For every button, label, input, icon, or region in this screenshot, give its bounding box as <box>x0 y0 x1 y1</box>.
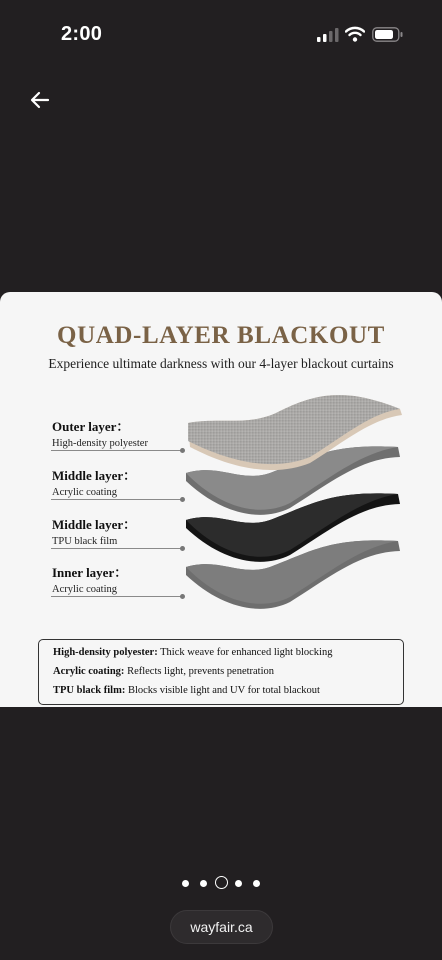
product-image[interactable] <box>0 292 442 707</box>
wifi-icon <box>345 26 365 42</box>
pager-dot-4[interactable] <box>235 880 242 887</box>
layer-name: Middle layer： <box>52 468 137 483</box>
layer-label-middle-2 <box>52 514 192 547</box>
back-arrow-icon[interactable] <box>26 86 54 114</box>
layer-label-outer <box>52 416 192 449</box>
layer-description: Acrylic coating <box>52 584 118 595</box>
layer-description: TPU black film <box>52 536 118 547</box>
leader-line <box>51 548 183 549</box>
legend-term: High-density polyester: <box>53 647 158 658</box>
status-time: 2:00 <box>61 23 103 45</box>
cellular-signal-icon <box>317 28 339 42</box>
layer-name: Middle layer： <box>52 517 137 532</box>
pager-dot-1[interactable] <box>182 880 189 887</box>
legend-row <box>53 647 332 658</box>
leader-line <box>51 450 183 451</box>
legend-term: TPU black film: <box>53 685 126 696</box>
pager-dot-5[interactable] <box>253 880 260 887</box>
legend-row <box>53 685 320 696</box>
image-headline: QUAD-LAYER BLACKOUT <box>57 322 385 349</box>
pager-dot-2[interactable] <box>200 880 207 887</box>
image-subheading: Experience ultimate darkness with our 4-layer blackout curtains <box>48 356 394 371</box>
material-legend <box>38 639 404 705</box>
battery-icon <box>372 27 404 42</box>
status-bar <box>0 0 442 70</box>
url-bar[interactable]: wayfair.ca <box>170 910 273 944</box>
image-pager <box>0 875 442 891</box>
layer-name: Outer layer： <box>52 419 130 434</box>
fabric-layers-illustration <box>180 387 410 627</box>
layer-description: Acrylic coating <box>52 487 118 498</box>
legend-text: Thick weave for enhanced light blocking <box>157 647 333 658</box>
layer-label-middle-1 <box>52 465 192 498</box>
leader-line <box>51 499 183 500</box>
leader-line <box>51 596 183 597</box>
layer-description: High-density polyester <box>52 438 148 449</box>
pager-dot-3-active[interactable] <box>215 876 228 889</box>
legend-text: Reflects light, prevents penetration <box>124 666 275 677</box>
legend-term: Acrylic coating: <box>53 666 125 677</box>
layer-label-inner <box>52 562 192 595</box>
layer-name: Inner layer： <box>52 565 128 580</box>
legend-text: Blocks visible light and UV for total blackout <box>125 685 320 696</box>
legend-row <box>53 666 274 677</box>
